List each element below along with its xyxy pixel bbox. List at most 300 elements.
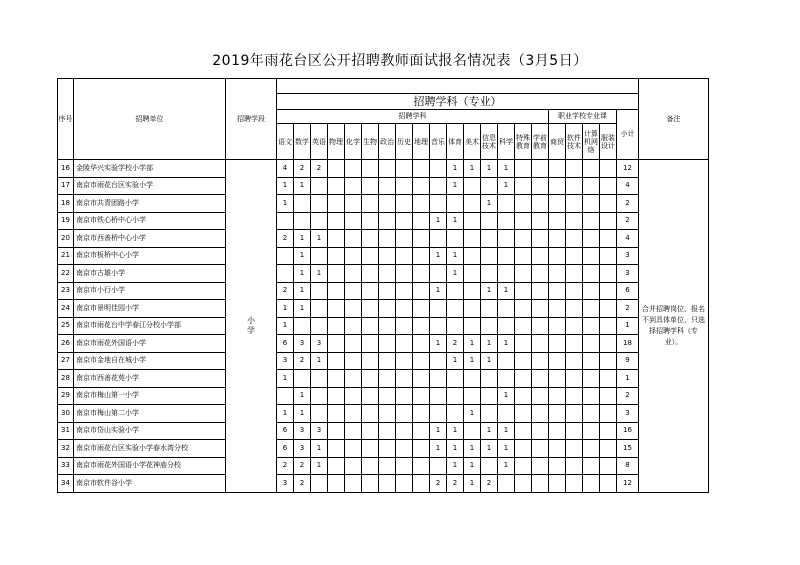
subtotal-cell: 2 [617, 195, 639, 213]
subject-value-cell [345, 177, 362, 195]
vocational-value-cell [600, 195, 617, 213]
subject-value-cell: 6 [277, 440, 294, 458]
subject-value-cell [345, 335, 362, 353]
subject-value-cell [515, 177, 532, 195]
subject-value-cell [515, 370, 532, 388]
subject-value-cell: 1 [294, 177, 311, 195]
unit-cell: 南京市梅山第二小学 [74, 405, 226, 423]
subject-value-cell [532, 230, 549, 248]
subject-value-cell [498, 265, 515, 283]
subject-header: 历史 [396, 124, 413, 160]
subject-value-cell [515, 195, 532, 213]
subject-header: 地理 [413, 124, 430, 160]
unit-cell: 南京市雨花外国语小学 [74, 335, 226, 353]
vocational-subject-header: 软件技术 [566, 124, 583, 160]
table-row [58, 282, 709, 300]
subject-value-cell [532, 265, 549, 283]
subject-value-cell: 2 [277, 282, 294, 300]
subject-value-cell: 3 [311, 422, 328, 440]
subject-value-cell [532, 457, 549, 475]
subject-header: 信息技术 [481, 124, 498, 160]
seq-cell: 34 [58, 475, 74, 493]
subject-value-cell [362, 370, 379, 388]
remark-cell: 合并招聘岗位，报名不到具体单位，只选择招聘学科（专业）。 [639, 160, 709, 493]
vocational-value-cell [600, 230, 617, 248]
subject-value-cell [328, 422, 345, 440]
subject-value-cell: 1 [294, 247, 311, 265]
subject-value-cell [311, 300, 328, 318]
subject-value-cell [532, 300, 549, 318]
table-row [58, 177, 709, 195]
subject-value-cell: 1 [294, 387, 311, 405]
seq-cell: 32 [58, 440, 74, 458]
subject-value-cell: 2 [481, 475, 498, 493]
subject-value-cell [447, 300, 464, 318]
subject-value-cell [345, 230, 362, 248]
subject-value-cell [413, 387, 430, 405]
subject-value-cell [481, 265, 498, 283]
subject-value-cell: 1 [498, 282, 515, 300]
subject-value-cell [430, 317, 447, 335]
vocational-value-cell [566, 247, 583, 265]
subject-value-cell [379, 422, 396, 440]
subject-header: 学前教育 [532, 124, 549, 160]
table-row [58, 370, 709, 388]
seq-cell: 31 [58, 422, 74, 440]
subtotal-cell: 1 [617, 317, 639, 335]
vocational-value-cell [600, 440, 617, 458]
subject-value-cell [345, 422, 362, 440]
vocational-value-cell [566, 440, 583, 458]
vocational-value-cell [600, 370, 617, 388]
subject-value-cell [379, 387, 396, 405]
subject-value-cell: 2 [294, 160, 311, 178]
subject-value-cell [532, 160, 549, 178]
subject-value-cell: 1 [311, 265, 328, 283]
subject-header: 物理 [328, 124, 345, 160]
subject-value-cell [515, 317, 532, 335]
vocational-value-cell [549, 422, 566, 440]
subject-value-cell [311, 177, 328, 195]
subject-value-cell [379, 352, 396, 370]
vocational-value-cell [600, 212, 617, 230]
subject-value-cell [532, 475, 549, 493]
vocational-value-cell [583, 195, 600, 213]
subject-value-cell: 1 [277, 300, 294, 318]
vocational-value-cell [583, 212, 600, 230]
subject-value-cell [464, 230, 481, 248]
unit-cell: 金陵华兴实验学校小学部 [74, 160, 226, 178]
subject-value-cell [345, 300, 362, 318]
subject-value-cell [277, 247, 294, 265]
subject-value-cell [481, 387, 498, 405]
subject-value-cell [379, 370, 396, 388]
subject-value-cell [413, 475, 430, 493]
subject-value-cell [362, 300, 379, 318]
subject-value-cell [328, 177, 345, 195]
subject-value-cell [447, 370, 464, 388]
subject-value-cell [447, 195, 464, 213]
vocational-value-cell [600, 282, 617, 300]
subject-value-cell: 1 [481, 335, 498, 353]
subtotal-cell: 2 [617, 212, 639, 230]
subject-value-cell [532, 177, 549, 195]
vocational-value-cell [566, 370, 583, 388]
vocational-value-cell [600, 475, 617, 493]
subject-value-cell [396, 370, 413, 388]
subject-value-cell: 1 [447, 440, 464, 458]
table-row [58, 422, 709, 440]
stage-cell: 小学 [226, 160, 277, 493]
vocational-value-cell [566, 177, 583, 195]
subject-value-cell [362, 177, 379, 195]
subject-value-cell: 1 [430, 247, 447, 265]
subject-value-cell [328, 370, 345, 388]
subject-header: 英语 [311, 124, 328, 160]
subject-value-cell [311, 282, 328, 300]
subject-value-cell: 1 [277, 370, 294, 388]
subject-value-cell [430, 177, 447, 195]
unit-cell: 南京市景明佳园小学 [74, 300, 226, 318]
table-row [58, 475, 709, 493]
subject-value-cell: 1 [294, 405, 311, 423]
table-row [58, 230, 709, 248]
subject-value-cell [498, 370, 515, 388]
subject-value-cell [481, 370, 498, 388]
table-row [58, 440, 709, 458]
subject-value-cell [413, 440, 430, 458]
subject-value-cell [345, 212, 362, 230]
subject-header: 化学 [345, 124, 362, 160]
subject-value-cell: 2 [430, 475, 447, 493]
unit-cell: 南京市古雄小学 [74, 265, 226, 283]
subject-value-cell [515, 457, 532, 475]
subject-value-cell [379, 160, 396, 178]
vocational-value-cell [549, 247, 566, 265]
seq-cell: 30 [58, 405, 74, 423]
unit-cell: 南京市西善桥中心小学 [74, 230, 226, 248]
vocational-value-cell [583, 177, 600, 195]
subject-value-cell [396, 195, 413, 213]
vocational-value-cell [566, 317, 583, 335]
subject-value-cell: 1 [464, 440, 481, 458]
subject-value-cell [328, 282, 345, 300]
subject-value-cell [277, 387, 294, 405]
subject-value-cell [396, 212, 413, 230]
major-group-header: 招聘学科（专业） [277, 94, 639, 110]
subject-value-cell [498, 352, 515, 370]
subject-value-cell [328, 387, 345, 405]
subject-header: 数学 [294, 124, 311, 160]
vocational-value-cell [549, 300, 566, 318]
subtotal-cell: 3 [617, 405, 639, 423]
subject-value-cell [498, 230, 515, 248]
subject-value-cell [447, 405, 464, 423]
subject-value-cell: 1 [464, 335, 481, 353]
subject-value-cell [515, 300, 532, 318]
vocational-value-cell [549, 282, 566, 300]
subject-value-cell [379, 265, 396, 283]
subject-value-cell [379, 440, 396, 458]
subject-value-cell [413, 370, 430, 388]
header-spacer [277, 79, 639, 94]
subject-value-cell [362, 265, 379, 283]
subject-value-cell [413, 160, 430, 178]
subject-value-cell [362, 247, 379, 265]
table-row [58, 212, 709, 230]
subject-value-cell: 1 [498, 387, 515, 405]
subject-value-cell [362, 212, 379, 230]
subject-value-cell: 6 [277, 422, 294, 440]
subject-value-cell [328, 212, 345, 230]
subject-value-cell [481, 317, 498, 335]
vocational-value-cell [566, 457, 583, 475]
subject-value-cell [396, 177, 413, 195]
subject-value-cell [447, 317, 464, 335]
subject-value-cell [379, 335, 396, 353]
subject-value-cell [413, 265, 430, 283]
subject-value-cell: 1 [481, 195, 498, 213]
vocational-value-cell [566, 195, 583, 213]
vocational-value-cell [600, 352, 617, 370]
subject-value-cell [413, 405, 430, 423]
vocational-value-cell [600, 160, 617, 178]
subject-value-cell [413, 230, 430, 248]
seq-cell: 24 [58, 300, 74, 318]
subject-header: 音乐 [430, 124, 447, 160]
vocational-value-cell [566, 475, 583, 493]
vocational-value-cell [583, 387, 600, 405]
subject-value-cell [311, 247, 328, 265]
subject-value-cell: 2 [311, 160, 328, 178]
seq-cell: 16 [58, 160, 74, 178]
subject-value-cell [379, 317, 396, 335]
subject-value-cell [532, 405, 549, 423]
subject-value-cell [515, 475, 532, 493]
recruitment-table [57, 78, 709, 493]
subject-value-cell [481, 230, 498, 248]
vocational-value-cell [600, 387, 617, 405]
vocational-subject-header: 服装设计 [600, 124, 617, 160]
vocational-value-cell [566, 352, 583, 370]
unit-cell: 南京市板桥中心小学 [74, 247, 226, 265]
vocational-subject-header: 商贸 [549, 124, 566, 160]
subject-value-cell: 1 [294, 230, 311, 248]
subject-value-cell [345, 282, 362, 300]
subject-value-cell: 1 [447, 352, 464, 370]
subject-value-cell [430, 387, 447, 405]
seq-cell: 21 [58, 247, 74, 265]
subject-value-cell: 1 [430, 440, 447, 458]
vocational-value-cell [583, 370, 600, 388]
subject-value-cell [464, 282, 481, 300]
subject-value-cell: 1 [447, 457, 464, 475]
vocational-value-cell [549, 212, 566, 230]
subject-header: 特殊教育 [515, 124, 532, 160]
subject-value-cell [396, 457, 413, 475]
subject-value-cell: 1 [498, 457, 515, 475]
subject-value-cell [311, 317, 328, 335]
subject-value-cell [379, 247, 396, 265]
vocational-value-cell [566, 230, 583, 248]
subject-value-cell [328, 247, 345, 265]
vocational-value-cell [583, 335, 600, 353]
subject-value-cell [396, 335, 413, 353]
table-row [58, 247, 709, 265]
subject-value-cell [515, 212, 532, 230]
subject-value-cell [379, 177, 396, 195]
subject-value-cell [413, 352, 430, 370]
seq-cell: 28 [58, 370, 74, 388]
subject-value-cell [532, 212, 549, 230]
subject-value-cell: 1 [277, 177, 294, 195]
subject-value-cell [362, 352, 379, 370]
subject-value-cell [481, 300, 498, 318]
subject-value-cell: 4 [277, 160, 294, 178]
subject-value-cell [430, 160, 447, 178]
subject-value-cell: 1 [311, 352, 328, 370]
subject-value-cell [328, 457, 345, 475]
subtotal-cell: 2 [617, 387, 639, 405]
subject-value-cell [498, 475, 515, 493]
subject-value-cell: 3 [277, 352, 294, 370]
subject-value-cell: 2 [447, 475, 464, 493]
subject-value-cell: 2 [294, 352, 311, 370]
subject-value-cell [345, 352, 362, 370]
subject-value-cell [311, 387, 328, 405]
subject-value-cell: 3 [294, 335, 311, 353]
subject-value-cell [413, 212, 430, 230]
vocational-value-cell [600, 265, 617, 283]
seq-cell: 18 [58, 195, 74, 213]
subject-value-cell [345, 405, 362, 423]
vocational-value-cell [549, 440, 566, 458]
vocational-value-cell [566, 405, 583, 423]
subject-value-cell: 1 [498, 177, 515, 195]
subject-value-cell [413, 177, 430, 195]
subject-value-cell [532, 282, 549, 300]
vocational-value-cell [583, 422, 600, 440]
subtotal-cell: 15 [617, 440, 639, 458]
subject-value-cell [396, 300, 413, 318]
subtotal-cell: 4 [617, 230, 639, 248]
unit-cell: 南京市雨花台中学春江分校小学部 [74, 317, 226, 335]
subject-value-cell: 1 [430, 335, 447, 353]
table-row [58, 300, 709, 318]
subject-value-cell [464, 265, 481, 283]
subject-value-cell [362, 335, 379, 353]
subject-value-cell [532, 195, 549, 213]
subject-value-cell: 3 [277, 475, 294, 493]
subject-value-cell: 2 [294, 457, 311, 475]
subject-value-cell [515, 282, 532, 300]
subject-value-cell [464, 387, 481, 405]
unit-cell: 南京市梅山第一小学 [74, 387, 226, 405]
seq-cell: 27 [58, 352, 74, 370]
subject-value-cell: 1 [294, 265, 311, 283]
vocational-value-cell [549, 335, 566, 353]
subject-value-cell [328, 317, 345, 335]
subject-header: 政治 [379, 124, 396, 160]
subject-value-cell [498, 212, 515, 230]
vocational-value-cell [583, 160, 600, 178]
vocational-group-header: 职业学校专业课 [549, 110, 617, 124]
subject-value-cell [430, 265, 447, 283]
subject-value-cell [515, 230, 532, 248]
subject-value-cell: 1 [311, 230, 328, 248]
subject-value-cell [498, 195, 515, 213]
subtotal-cell: 4 [617, 177, 639, 195]
subject-value-cell [396, 422, 413, 440]
subject-value-cell: 1 [481, 440, 498, 458]
vocational-value-cell [566, 387, 583, 405]
subject-value-cell [345, 247, 362, 265]
subject-value-cell [277, 265, 294, 283]
subject-value-cell: 1 [430, 282, 447, 300]
subject-value-cell [515, 440, 532, 458]
subject-header: 语文 [277, 124, 294, 160]
subject-value-cell: 1 [447, 247, 464, 265]
subject-value-cell [362, 317, 379, 335]
subject-value-cell [362, 282, 379, 300]
subject-value-cell [379, 212, 396, 230]
subject-value-cell [430, 405, 447, 423]
subtotal-cell: 16 [617, 422, 639, 440]
vocational-value-cell [549, 317, 566, 335]
subject-value-cell [362, 440, 379, 458]
subject-value-cell [328, 335, 345, 353]
subject-value-cell [498, 300, 515, 318]
subject-value-cell: 2 [277, 230, 294, 248]
table-row [58, 335, 709, 353]
vocational-value-cell [549, 475, 566, 493]
vocational-value-cell [583, 230, 600, 248]
subject-value-cell [464, 317, 481, 335]
subject-value-cell: 1 [464, 352, 481, 370]
remark-header: 备注 [639, 79, 709, 160]
subject-value-cell [362, 475, 379, 493]
subject-value-cell [498, 247, 515, 265]
subject-value-cell: 2 [294, 475, 311, 493]
table-row [58, 160, 709, 178]
subject-value-cell [345, 440, 362, 458]
subtotal-cell: 3 [617, 247, 639, 265]
table-row [58, 195, 709, 213]
subject-value-cell: 1 [447, 177, 464, 195]
subject-value-cell [345, 387, 362, 405]
subject-value-cell [498, 405, 515, 423]
seq-cell: 25 [58, 317, 74, 335]
subject-value-cell [515, 387, 532, 405]
subject-value-cell [532, 247, 549, 265]
seq-cell: 33 [58, 457, 74, 475]
vocational-value-cell [583, 300, 600, 318]
vocational-value-cell [600, 300, 617, 318]
table-row [58, 457, 709, 475]
subject-value-cell [532, 317, 549, 335]
vocational-value-cell [600, 335, 617, 353]
subject-value-cell [498, 317, 515, 335]
subject-value-cell [396, 160, 413, 178]
subject-value-cell: 1 [498, 440, 515, 458]
subject-value-cell [396, 405, 413, 423]
subject-value-cell: 3 [294, 422, 311, 440]
subject-value-cell [328, 160, 345, 178]
vocational-value-cell [549, 387, 566, 405]
subtotal-cell: 9 [617, 352, 639, 370]
subject-value-cell [379, 405, 396, 423]
vocational-value-cell [583, 247, 600, 265]
